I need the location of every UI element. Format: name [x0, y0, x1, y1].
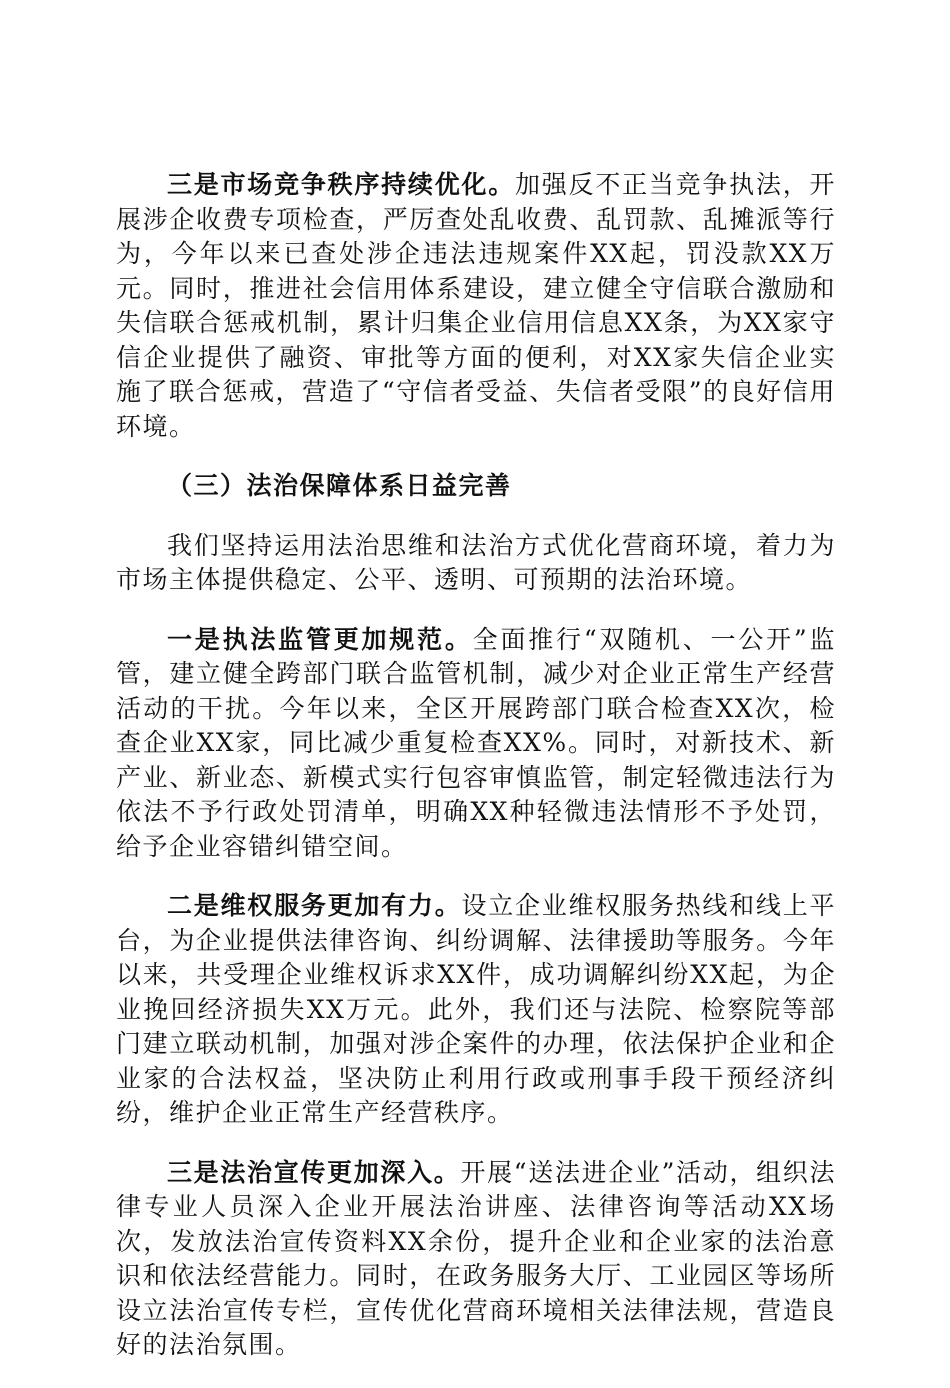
paragraph-lead: 三是市场竞争秩序持续优化。: [167, 170, 516, 199]
paragraph-legal-publicity: [116, 1156, 836, 1363]
paragraph-text: 开展“送法进企业”活动，组织法律专业人员深入企业开展法治讲座、法律咨询等活动XX场次，发放法治宣传资料XX余份，提升企业和企业家的法治意识和依法经营能力。同时，在政务服务大厅、工业园区等场所设立法治宣传专栏，宣传优化营商环境相关法律法规，营造良好的法治氛围。: [116, 1157, 836, 1359]
paragraph-text: 设立企业维权服务热线和线上平台，为企业提供法律咨询、纠纷调解、法律援助等服务。今年以来，共受理企业维权诉求XX件，成功调解纠纷XX起，为企业挽回经济损失XX万元。此外，我们还与法院、检察院等部门建立联动机制，加强对涉企案件的办理，依法保护企业和企业家的合法权益，坚决防止利用行政或刑事手段干预经济纠纷，维护企业正常生产经营秩序。: [116, 891, 836, 1127]
document-body: [116, 168, 836, 1388]
paragraph-rights-protection: [116, 889, 836, 1131]
paragraph-intro: [116, 529, 836, 598]
paragraph-lead: 一是执法监管更加规范。: [167, 624, 473, 654]
paragraph-lead: 三是法治宣传更加深入。: [167, 1157, 461, 1187]
paragraph-lead: 二是维权服务更加有力。: [167, 891, 462, 920]
paragraph-law-enforcement: [116, 623, 836, 865]
paragraph-text: 加强反不正当竞争执法，开展涉企收费专项检查，严厉查处乱收费、乱罚款、乱摊派等行为，今年以来已查处涉企违法违规案件XX起，罚没款XX万元。同时，推进社会信用体系建设，建立健全守信联合激励和失信联合惩戒机制，累计归集企业信用信息XX条，为XX家守信企业提供了融资、审批等方面的便利，对XX家失信企业实施了联合惩戒，营造了“守信者受益、失信者受限”的良好信用环境。: [116, 170, 836, 441]
section-heading: （三）法治保障体系日益完善: [167, 471, 512, 500]
paragraph-market-competition: [116, 168, 836, 444]
paragraph-text: 我们坚持运用法治思维和法治方式优化营商环境，着力为市场主体提供稳定、公平、透明、可预期的法治环境。: [116, 530, 836, 594]
paragraph-text: 全面推行“双随机、一公开”监管，建立健全跨部门联合监管机制，减少对企业正常生产经营活动的干扰。今年以来，全区开展跨部门联合检查XX次，检查企业XX家，同比减少重复检查XX%。同时，对新技术、新产业、新业态、新模式实行包容审慎监管，制定轻微违法行为依法不予行政处罚清单，明确XX种轻微违法情形不予处罚，给予企业容错纠错空间。: [116, 624, 836, 861]
